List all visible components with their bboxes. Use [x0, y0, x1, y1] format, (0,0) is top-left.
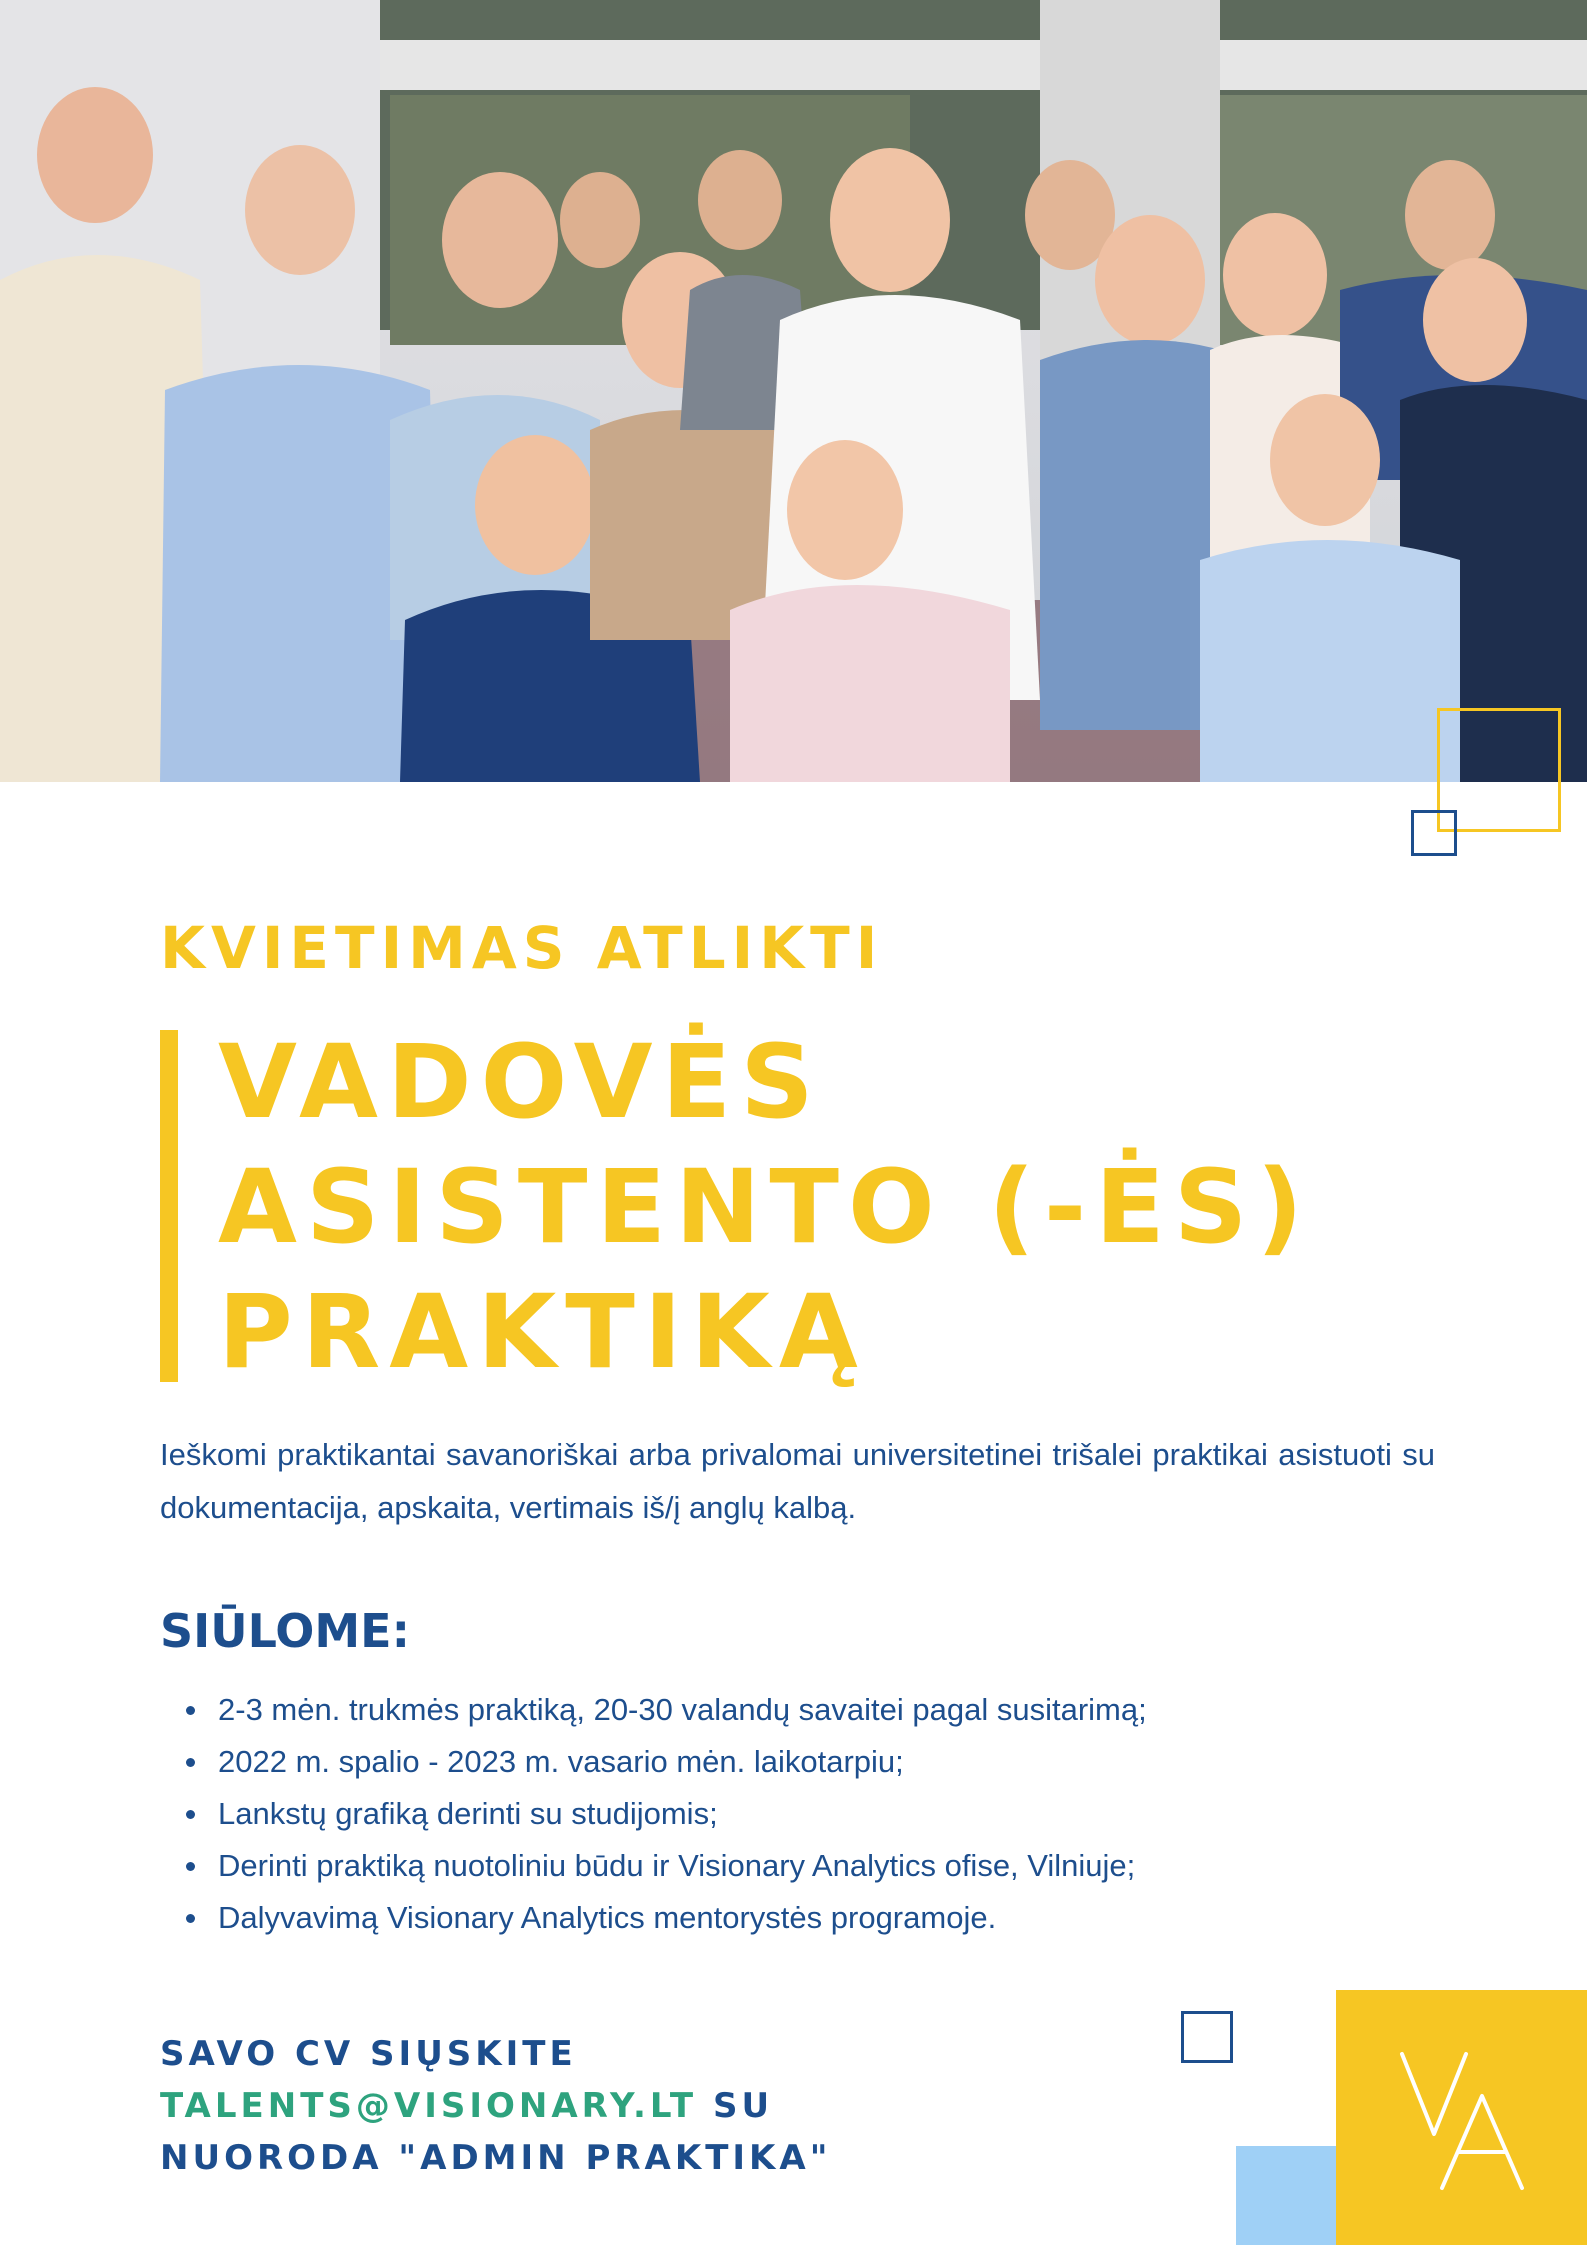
decorative-square-blue-bottom — [1181, 2011, 1233, 2063]
kicker-heading: KVIETIMAS ATLIKTI — [160, 914, 884, 982]
cta-line-1: SAVO CV SIŲSKITE — [160, 2034, 577, 2074]
title-line-1: VADOVĖS — [218, 1023, 823, 1142]
title-accent-bar — [160, 1030, 178, 1382]
offer-list — [186, 1684, 1147, 1944]
cta-line-3: NUORODA "ADMIN PRAKTIKA" — [160, 2138, 832, 2178]
cta-line-2 — [160, 2080, 831, 2132]
bullet-icon — [186, 1914, 195, 1923]
list-item — [186, 1736, 1147, 1788]
page-title — [218, 1020, 1312, 1395]
va-logo-icon — [1392, 2038, 1532, 2198]
bullet-icon — [186, 1810, 195, 1819]
list-item — [186, 1788, 1147, 1840]
group-photo — [0, 0, 1587, 782]
list-item-text: Lankstų grafiką derinti su studijomis; — [218, 1796, 718, 1831]
bullet-icon — [186, 1706, 195, 1715]
list-item-text: Derinti praktiką nuotoliniu būdu ir Visionary Analytics ofise, Vilniuje; — [218, 1848, 1136, 1883]
list-item-text: 2022 m. spalio - 2023 m. vasario mėn. laikotarpiu; — [218, 1744, 904, 1779]
decorative-square-light-blue — [1236, 2146, 1336, 2245]
offer-heading: SIŪLOME: — [160, 1604, 410, 1658]
list-item-text: 2-3 mėn. trukmės praktiką, 20-30 valandų savaitei pagal susitarimą; — [218, 1692, 1147, 1727]
cta-block — [160, 2028, 831, 2184]
decorative-square-blue — [1411, 810, 1457, 856]
list-item — [186, 1684, 1147, 1736]
title-line-2: ASISTENTO (-ĖS) — [218, 1148, 1312, 1267]
group-photo-illustration — [0, 0, 1587, 782]
list-item — [186, 1840, 1147, 1892]
list-item-text: Dalyvavimą Visionary Analytics mentorystės programoje. — [218, 1900, 997, 1935]
va-logo — [1336, 1990, 1587, 2245]
bullet-icon — [186, 1758, 195, 1767]
cta-su-text: SU — [697, 2086, 774, 2126]
email-link[interactable]: TALENTS@VISIONARY.LT — [160, 2086, 698, 2126]
list-item — [186, 1892, 1147, 1944]
intro-paragraph: Ieškomi praktikantai savanoriškai arba privalomai universitetinei trišalei praktikai asistuoti su dokumentacija, apskaita, vertimais iš/į anglų kalbą. — [160, 1437, 1435, 1525]
title-line-3: PRAKTIKĄ — [218, 1273, 867, 1392]
bullet-icon — [186, 1862, 195, 1871]
